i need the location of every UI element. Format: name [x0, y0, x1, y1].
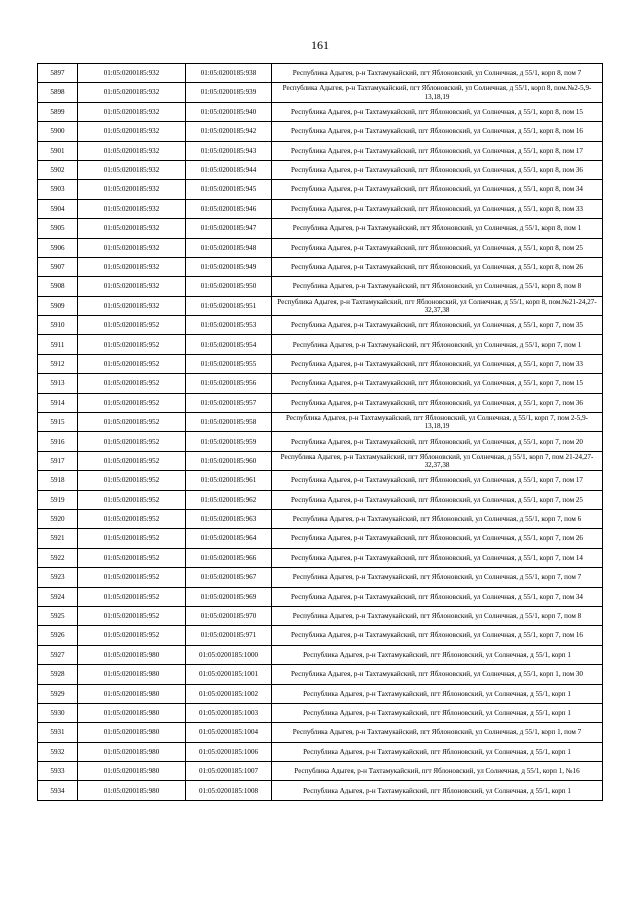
table-row [38, 238, 603, 257]
cadastral-number-cell: 01:05:0200185:939 [186, 83, 272, 102]
cadastral-number-cell: 01:05:0200185:1001 [186, 665, 272, 684]
address-cell: Республика Адыгея, р-н Тахтамукайский, пгт Яблоновский, ул Солнечная, д 55/1, корп 8, пом 36 [272, 160, 603, 179]
parent-cadastral-number-cell: 01:05:0200185:932 [78, 64, 186, 83]
cadastral-number-cell: 01:05:0200185:943 [186, 141, 272, 160]
parent-cadastral-number-cell: 01:05:0200185:980 [78, 645, 186, 664]
cadastral-number-cell: 01:05:0200185:963 [186, 509, 272, 528]
cadastral-number-cell: 01:05:0200185:970 [186, 606, 272, 625]
address-cell: Республика Адыгея, р-н Тахтамукайский, пгт Яблоновский, ул Солнечная, д 55/1, корп 7, пом 6 [272, 509, 603, 528]
address-cell: Республика Адыгея, р-н Тахтамукайский, пгт Яблоновский, ул Солнечная, д 55/1, корп 8, пом 16 [272, 122, 603, 141]
table-row [38, 626, 603, 645]
address-cell: Республика Адыгея, р-н Тахтамукайский, пгт Яблоновский, ул Солнечная, д 55/1, корп 7, пом 20 [272, 432, 603, 451]
address-cell: Республика Адыгея, р-н Тахтамукайский, пгт Яблоновский, ул Солнечная, д 55/1, корп 7, пом 36 [272, 393, 603, 412]
parent-cadastral-number-cell: 01:05:0200185:952 [78, 626, 186, 645]
cadastral-number-cell: 01:05:0200185:960 [186, 451, 272, 470]
parent-cadastral-number-cell: 01:05:0200185:952 [78, 413, 186, 432]
parent-cadastral-number-cell: 01:05:0200185:932 [78, 141, 186, 160]
row-number-cell: 5920 [38, 509, 78, 528]
address-cell: Республика Адыгея, р-н Тахтамукайский, пгт Яблоновский, ул Солнечная, д 55/1, корп 8, пом 8 [272, 277, 603, 296]
parent-cadastral-number-cell: 01:05:0200185:952 [78, 490, 186, 509]
address-cell: Республика Адыгея, р-н Тахтамукайский, пгт Яблоновский, ул Солнечная, д 55/1, корп 8, пом 1 [272, 219, 603, 238]
cadastral-number-cell: 01:05:0200185:1008 [186, 781, 272, 800]
address-cell: Республика Адыгея, р-н Тахтамукайский, пгт Яблоновский, ул Солнечная, д 55/1, корп 7, пом 1 [272, 335, 603, 354]
address-cell: Республика Адыгея, р-н Тахтамукайский, пгт Яблоновский, ул Солнечная, д 55/1, корп 1 [272, 742, 603, 761]
parent-cadastral-number-cell: 01:05:0200185:952 [78, 548, 186, 567]
table-row [38, 568, 603, 587]
parent-cadastral-number-cell: 01:05:0200185:952 [78, 374, 186, 393]
parent-cadastral-number-cell: 01:05:0200185:932 [78, 296, 186, 315]
cadastral-number-cell: 01:05:0200185:1000 [186, 645, 272, 664]
address-cell: Республика Адыгея, р-н Тахтамукайский, пгт Яблоновский, ул Солнечная, д 55/1, корп 7, пом 7 [272, 568, 603, 587]
parent-cadastral-number-cell: 01:05:0200185:980 [78, 781, 186, 800]
cadastral-number-cell: 01:05:0200185:938 [186, 64, 272, 83]
address-cell: Республика Адыгея, р-н Тахтамукайский, пгт Яблоновский, ул Солнечная, д 55/1, корп 7, пом 21-24,27-32,37,38 [272, 451, 603, 470]
cadastral-number-cell: 01:05:0200185:953 [186, 316, 272, 335]
row-number-cell: 5923 [38, 568, 78, 587]
cadastral-number-cell: 01:05:0200185:958 [186, 413, 272, 432]
address-cell: Республика Адыгея, р-н Тахтамукайский, пгт Яблоновский, ул Солнечная, д 55/1, корп 8, пом.№21-24,27-32,37,38 [272, 296, 603, 315]
table-row [38, 509, 603, 528]
address-cell: Республика Адыгея, р-н Тахтамукайский, пгт Яблоновский, ул Солнечная, д 55/1, корп 7, пом 2-5,9-13,18,19 [272, 413, 603, 432]
address-cell: Республика Адыгея, р-н Тахтамукайский, пгт Яблоновский, ул Солнечная, д 55/1, корп 8, пом 7 [272, 64, 603, 83]
address-cell: Республика Адыгея, р-н Тахтамукайский, пгт Яблоновский, ул Солнечная, д 55/1, корп 7, пом 35 [272, 316, 603, 335]
parent-cadastral-number-cell: 01:05:0200185:980 [78, 762, 186, 781]
row-number-cell: 5918 [38, 471, 78, 490]
cadastral-number-cell: 01:05:0200185:1003 [186, 703, 272, 722]
table-row [38, 645, 603, 664]
cadastral-number-cell: 01:05:0200185:956 [186, 374, 272, 393]
parent-cadastral-number-cell: 01:05:0200185:980 [78, 684, 186, 703]
table-row [38, 296, 603, 315]
address-cell: Республика Адыгея, р-н Тахтамукайский, пгт Яблоновский, ул Солнечная, д 55/1, корп 7, пом 8 [272, 606, 603, 625]
cadastral-number-cell: 01:05:0200185:942 [186, 122, 272, 141]
table-row [38, 257, 603, 276]
parent-cadastral-number-cell: 01:05:0200185:952 [78, 393, 186, 412]
cadastral-number-cell: 01:05:0200185:940 [186, 102, 272, 121]
table-row [38, 490, 603, 509]
table-row [38, 64, 603, 83]
row-number-cell: 5929 [38, 684, 78, 703]
row-number-cell: 5925 [38, 606, 78, 625]
address-cell: Республика Адыгея, р-н Тахтамукайский, пгт Яблоновский, ул Солнечная, д 55/1, корп 8, пом.№2-5,9-13,18,19 [272, 83, 603, 102]
row-number-cell: 5906 [38, 238, 78, 257]
parent-cadastral-number-cell: 01:05:0200185:932 [78, 122, 186, 141]
row-number-cell: 5909 [38, 296, 78, 315]
address-cell: Республика Адыгея, р-н Тахтамукайский, пгт Яблоновский, ул Солнечная, д 55/1, корп 8, пом 34 [272, 180, 603, 199]
row-number-cell: 5930 [38, 703, 78, 722]
row-number-cell: 5910 [38, 316, 78, 335]
address-cell: Республика Адыгея, р-н Тахтамукайский, пгт Яблоновский, ул Солнечная, д 55/1, корп 1 [272, 703, 603, 722]
parent-cadastral-number-cell: 01:05:0200185:952 [78, 451, 186, 470]
row-number-cell: 5934 [38, 781, 78, 800]
cadastral-number-cell: 01:05:0200185:969 [186, 587, 272, 606]
row-number-cell: 5916 [38, 432, 78, 451]
address-cell: Республика Адыгея, р-н Тахтамукайский, пгт Яблоновский, ул Солнечная, д 55/1, корп 8, пом 15 [272, 102, 603, 121]
cadastral-number-cell: 01:05:0200185:964 [186, 529, 272, 548]
row-number-cell: 5908 [38, 277, 78, 296]
address-cell: Республика Адыгея, р-н Тахтамукайский, пгт Яблоновский, ул Солнечная, д 55/1, корп 1 [272, 645, 603, 664]
row-number-cell: 5931 [38, 723, 78, 742]
cadastral-number-cell: 01:05:0200185:944 [186, 160, 272, 179]
parent-cadastral-number-cell: 01:05:0200185:980 [78, 665, 186, 684]
table-row [38, 277, 603, 296]
cadastral-number-cell: 01:05:0200185:971 [186, 626, 272, 645]
table-row [38, 316, 603, 335]
table-row [38, 199, 603, 218]
row-number-cell: 5897 [38, 64, 78, 83]
row-number-cell: 5921 [38, 529, 78, 548]
parent-cadastral-number-cell: 01:05:0200185:952 [78, 509, 186, 528]
row-number-cell: 5912 [38, 354, 78, 373]
row-number-cell: 5922 [38, 548, 78, 567]
cadastral-number-cell: 01:05:0200185:951 [186, 296, 272, 315]
address-cell: Республика Адыгея, р-н Тахтамукайский, пгт Яблоновский, ул Солнечная, д 55/1, корп 1, №16 [272, 762, 603, 781]
table-row [38, 335, 603, 354]
table-row [38, 781, 603, 800]
table-row [38, 723, 603, 742]
table-row [38, 354, 603, 373]
address-cell: Республика Адыгея, р-н Тахтамукайский, пгт Яблоновский, ул Солнечная, д 55/1, корп 7, пом 26 [272, 529, 603, 548]
parent-cadastral-number-cell: 01:05:0200185:952 [78, 335, 186, 354]
address-cell: Республика Адыгея, р-н Тахтамукайский, пгт Яблоновский, ул Солнечная, д 55/1, корп 7, пом 34 [272, 587, 603, 606]
cadastral-number-cell: 01:05:0200185:1004 [186, 723, 272, 742]
address-cell: Республика Адыгея, р-н Тахтамукайский, пгт Яблоновский, ул Солнечная, д 55/1, корп 1, пом 30 [272, 665, 603, 684]
page-number: 161 [311, 38, 329, 52]
table-row [38, 180, 603, 199]
address-cell: Республика Адыгея, р-н Тахтамукайский, пгт Яблоновский, ул Солнечная, д 55/1, корп 8, пом 26 [272, 257, 603, 276]
row-number-cell: 5899 [38, 102, 78, 121]
table-row [38, 219, 603, 238]
registry-table [37, 63, 603, 801]
table-row [38, 742, 603, 761]
parent-cadastral-number-cell: 01:05:0200185:932 [78, 238, 186, 257]
row-number-cell: 5932 [38, 742, 78, 761]
row-number-cell: 5903 [38, 180, 78, 199]
parent-cadastral-number-cell: 01:05:0200185:952 [78, 568, 186, 587]
parent-cadastral-number-cell: 01:05:0200185:932 [78, 83, 186, 102]
address-cell: Республика Адыгея, р-н Тахтамукайский, пгт Яблоновский, ул Солнечная, д 55/1, корп 7, пом 33 [272, 354, 603, 373]
address-cell: Республика Адыгея, р-н Тахтамукайский, пгт Яблоновский, ул Солнечная, д 55/1, корп 1 [272, 684, 603, 703]
cadastral-number-cell: 01:05:0200185:966 [186, 548, 272, 567]
cadastral-number-cell: 01:05:0200185:961 [186, 471, 272, 490]
address-cell: Республика Адыгея, р-н Тахтамукайский, пгт Яблоновский, ул Солнечная, д 55/1, корп 7, пом 17 [272, 471, 603, 490]
parent-cadastral-number-cell: 01:05:0200185:932 [78, 219, 186, 238]
address-cell: Республика Адыгея, р-н Тахтамукайский, пгт Яблоновский, ул Солнечная, д 55/1, корп 8, пом 33 [272, 199, 603, 218]
parent-cadastral-number-cell: 01:05:0200185:932 [78, 199, 186, 218]
table-row [38, 762, 603, 781]
cadastral-number-cell: 01:05:0200185:947 [186, 219, 272, 238]
table-row [38, 102, 603, 121]
parent-cadastral-number-cell: 01:05:0200185:952 [78, 316, 186, 335]
parent-cadastral-number-cell: 01:05:0200185:932 [78, 102, 186, 121]
parent-cadastral-number-cell: 01:05:0200185:980 [78, 723, 186, 742]
parent-cadastral-number-cell: 01:05:0200185:952 [78, 471, 186, 490]
row-number-cell: 5905 [38, 219, 78, 238]
table-row [38, 684, 603, 703]
row-number-cell: 5901 [38, 141, 78, 160]
cadastral-number-cell: 01:05:0200185:945 [186, 180, 272, 199]
row-number-cell: 5900 [38, 122, 78, 141]
table-row [38, 703, 603, 722]
parent-cadastral-number-cell: 01:05:0200185:980 [78, 742, 186, 761]
row-number-cell: 5924 [38, 587, 78, 606]
cadastral-number-cell: 01:05:0200185:949 [186, 257, 272, 276]
address-cell: Республика Адыгея, р-н Тахтамукайский, пгт Яблоновский, ул Солнечная, д 55/1, корп 7, пом 14 [272, 548, 603, 567]
table-row [38, 374, 603, 393]
parent-cadastral-number-cell: 01:05:0200185:980 [78, 703, 186, 722]
table-row [38, 141, 603, 160]
address-cell: Республика Адыгея, р-н Тахтамукайский, пгт Яблоновский, ул Солнечная, д 55/1, корп 8, пом 17 [272, 141, 603, 160]
parent-cadastral-number-cell: 01:05:0200185:952 [78, 432, 186, 451]
table-row [38, 432, 603, 451]
row-number-cell: 5927 [38, 645, 78, 664]
cadastral-number-cell: 01:05:0200185:1002 [186, 684, 272, 703]
row-number-cell: 5907 [38, 257, 78, 276]
table-row [38, 413, 603, 432]
row-number-cell: 5933 [38, 762, 78, 781]
table-row [38, 393, 603, 412]
row-number-cell: 5917 [38, 451, 78, 470]
cadastral-number-cell: 01:05:0200185:957 [186, 393, 272, 412]
row-number-cell: 5911 [38, 335, 78, 354]
row-number-cell: 5902 [38, 160, 78, 179]
table-row [38, 160, 603, 179]
row-number-cell: 5914 [38, 393, 78, 412]
cadastral-number-cell: 01:05:0200185:1006 [186, 742, 272, 761]
table-row [38, 587, 603, 606]
cadastral-number-cell: 01:05:0200185:962 [186, 490, 272, 509]
table-row [38, 83, 603, 102]
row-number-cell: 5915 [38, 413, 78, 432]
address-cell: Республика Адыгея, р-н Тахтамукайский, пгт Яблоновский, ул Солнечная, д 55/1, корп 7, пом 16 [272, 626, 603, 645]
registry-table-body [38, 64, 603, 801]
row-number-cell: 5926 [38, 626, 78, 645]
parent-cadastral-number-cell: 01:05:0200185:952 [78, 529, 186, 548]
cadastral-number-cell: 01:05:0200185:948 [186, 238, 272, 257]
address-cell: Республика Адыгея, р-н Тахтамукайский, пгт Яблоновский, ул Солнечная, д 55/1, корп 1 [272, 781, 603, 800]
row-number-cell: 5919 [38, 490, 78, 509]
row-number-cell: 5898 [38, 83, 78, 102]
parent-cadastral-number-cell: 01:05:0200185:952 [78, 606, 186, 625]
row-number-cell: 5904 [38, 199, 78, 218]
address-cell: Республика Адыгея, р-н Тахтамукайский, пгт Яблоновский, ул Солнечная, д 55/1, корп 7, пом 15 [272, 374, 603, 393]
parent-cadastral-number-cell: 01:05:0200185:952 [78, 354, 186, 373]
parent-cadastral-number-cell: 01:05:0200185:932 [78, 277, 186, 296]
cadastral-number-cell: 01:05:0200185:959 [186, 432, 272, 451]
table-row [38, 548, 603, 567]
cadastral-number-cell: 01:05:0200185:955 [186, 354, 272, 373]
parent-cadastral-number-cell: 01:05:0200185:952 [78, 587, 186, 606]
parent-cadastral-number-cell: 01:05:0200185:932 [78, 257, 186, 276]
cadastral-number-cell: 01:05:0200185:950 [186, 277, 272, 296]
parent-cadastral-number-cell: 01:05:0200185:932 [78, 160, 186, 179]
parent-cadastral-number-cell: 01:05:0200185:932 [78, 180, 186, 199]
row-number-cell: 5928 [38, 665, 78, 684]
table-row [38, 665, 603, 684]
table-row [38, 471, 603, 490]
address-cell: Республика Адыгея, р-н Тахтамукайский, пгт Яблоновский, ул Солнечная, д 55/1, корп 8, пом 25 [272, 238, 603, 257]
cadastral-number-cell: 01:05:0200185:967 [186, 568, 272, 587]
table-row [38, 451, 603, 470]
table-row [38, 122, 603, 141]
table-row [38, 529, 603, 548]
address-cell: Республика Адыгея, р-н Тахтамукайский, пгт Яблоновский, ул Солнечная, д 55/1, корп 1, пом 7 [272, 723, 603, 742]
cadastral-number-cell: 01:05:0200185:946 [186, 199, 272, 218]
table-row [38, 606, 603, 625]
cadastral-number-cell: 01:05:0200185:1007 [186, 762, 272, 781]
address-cell: Республика Адыгея, р-н Тахтамукайский, пгт Яблоновский, ул Солнечная, д 55/1, корп 7, пом 25 [272, 490, 603, 509]
cadastral-number-cell: 01:05:0200185:954 [186, 335, 272, 354]
row-number-cell: 5913 [38, 374, 78, 393]
